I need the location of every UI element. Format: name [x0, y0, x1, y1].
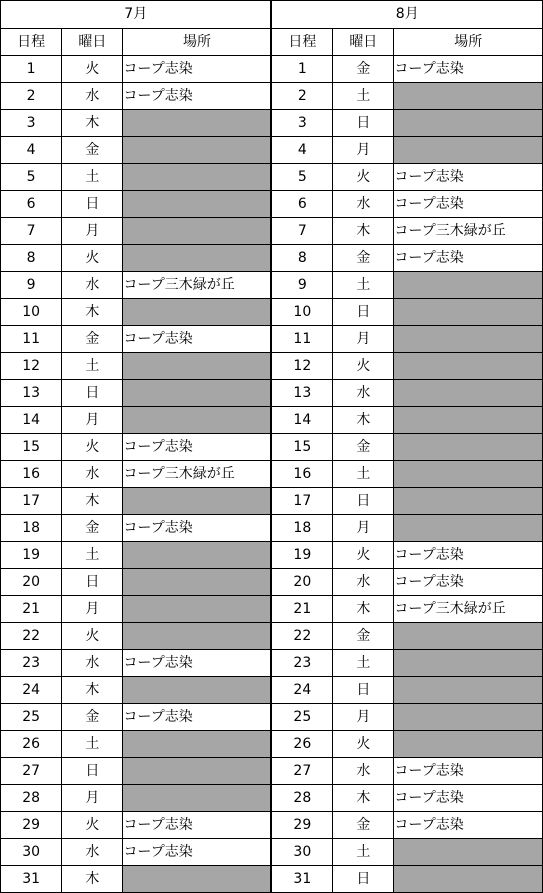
place-cell: コープ志染	[123, 812, 272, 839]
day-cell: 19	[1, 542, 62, 569]
weekday-cell: 金	[62, 704, 123, 731]
day-cell: 16	[1, 461, 62, 488]
day-cell: 18	[271, 515, 332, 542]
day-cell: 21	[271, 596, 332, 623]
place-cell: コープ志染	[123, 83, 272, 110]
weekday-cell: 土	[333, 839, 394, 866]
place-cell	[123, 785, 272, 812]
weekday-cell: 日	[333, 866, 394, 893]
weekday-cell: 日	[333, 488, 394, 515]
place-cell: コープ志染	[123, 515, 272, 542]
day-cell: 18	[1, 515, 62, 542]
table-row	[1, 623, 543, 650]
place-cell	[123, 623, 272, 650]
day-cell: 15	[1, 434, 62, 461]
weekday-cell: 金	[62, 137, 123, 164]
table-row	[1, 245, 543, 272]
day-cell: 22	[1, 623, 62, 650]
day-cell: 26	[1, 731, 62, 758]
place-cell	[394, 137, 543, 164]
day-cell: 3	[271, 110, 332, 137]
weekday-cell: 日	[62, 380, 123, 407]
place-cell	[123, 758, 272, 785]
day-cell: 23	[1, 650, 62, 677]
weekday-cell: 土	[333, 461, 394, 488]
table-row	[1, 353, 543, 380]
place-cell	[123, 488, 272, 515]
place-cell: コープ志染	[394, 164, 543, 191]
day-cell: 24	[1, 677, 62, 704]
place-cell	[394, 326, 543, 353]
table-row	[1, 650, 543, 677]
weekday-cell: 金	[333, 812, 394, 839]
day-cell: 5	[271, 164, 332, 191]
table-row	[1, 326, 543, 353]
day-cell: 14	[271, 407, 332, 434]
weekday-cell: 月	[333, 704, 394, 731]
weekday-cell: 月	[62, 218, 123, 245]
place-cell	[394, 353, 543, 380]
place-cell	[394, 380, 543, 407]
table-row	[1, 758, 543, 785]
weekday-cell: 月	[62, 785, 123, 812]
day-cell: 25	[1, 704, 62, 731]
table-row	[1, 839, 543, 866]
place-cell	[123, 407, 272, 434]
day-cell: 19	[271, 542, 332, 569]
place-cell: コープ志染	[394, 542, 543, 569]
header-weekday: 曜日	[62, 29, 123, 56]
place-cell	[394, 650, 543, 677]
table-row	[1, 488, 543, 515]
table-row	[1, 110, 543, 137]
weekday-cell: 金	[333, 56, 394, 83]
place-cell	[123, 299, 272, 326]
day-cell: 6	[271, 191, 332, 218]
table-row	[1, 461, 543, 488]
weekday-cell: 火	[333, 164, 394, 191]
table-row	[1, 191, 543, 218]
place-cell: コープ志染	[123, 704, 272, 731]
day-cell: 11	[271, 326, 332, 353]
table-row	[1, 164, 543, 191]
weekday-cell: 火	[333, 353, 394, 380]
place-cell	[123, 137, 272, 164]
schedule-body	[1, 56, 543, 893]
place-cell	[394, 83, 543, 110]
place-cell: コープ志染	[394, 56, 543, 83]
day-cell: 6	[1, 191, 62, 218]
weekday-cell: 月	[62, 407, 123, 434]
weekday-cell: 水	[333, 569, 394, 596]
day-cell: 12	[1, 353, 62, 380]
month-title-july: 7月	[1, 1, 272, 29]
day-cell: 2	[271, 83, 332, 110]
weekday-cell: 火	[333, 731, 394, 758]
day-cell: 1	[271, 56, 332, 83]
weekday-cell: 金	[333, 245, 394, 272]
place-cell	[394, 704, 543, 731]
day-cell: 31	[271, 866, 332, 893]
weekday-cell: 土	[333, 83, 394, 110]
place-cell: コープ志染	[394, 191, 543, 218]
weekday-cell: 土	[62, 164, 123, 191]
table-row	[1, 380, 543, 407]
weekday-cell: 月	[62, 596, 123, 623]
weekday-cell: 月	[333, 326, 394, 353]
day-cell: 16	[271, 461, 332, 488]
weekday-cell: 日	[62, 191, 123, 218]
place-cell	[394, 407, 543, 434]
weekday-cell: 水	[62, 461, 123, 488]
place-cell	[123, 164, 272, 191]
day-cell: 27	[1, 758, 62, 785]
weekday-cell: 土	[333, 272, 394, 299]
day-cell: 4	[1, 137, 62, 164]
weekday-cell: 木	[333, 785, 394, 812]
place-cell	[123, 110, 272, 137]
place-cell	[123, 596, 272, 623]
weekday-cell: 火	[62, 56, 123, 83]
weekday-cell: 水	[333, 758, 394, 785]
place-cell	[394, 434, 543, 461]
day-cell: 14	[1, 407, 62, 434]
day-cell: 5	[1, 164, 62, 191]
day-cell: 2	[1, 83, 62, 110]
day-cell: 8	[1, 245, 62, 272]
table-row	[1, 137, 543, 164]
table-row	[1, 434, 543, 461]
place-cell	[123, 380, 272, 407]
place-cell	[123, 677, 272, 704]
table-row	[1, 596, 543, 623]
table-row	[1, 56, 543, 83]
weekday-cell: 水	[62, 650, 123, 677]
place-cell: コープ三木緑が丘	[123, 461, 272, 488]
table-row	[1, 407, 543, 434]
place-cell	[123, 542, 272, 569]
weekday-cell: 木	[62, 110, 123, 137]
place-cell	[394, 272, 543, 299]
place-cell: コープ三木緑が丘	[394, 596, 543, 623]
day-cell: 10	[1, 299, 62, 326]
weekday-cell: 土	[62, 542, 123, 569]
day-cell: 25	[271, 704, 332, 731]
weekday-cell: 水	[62, 839, 123, 866]
place-cell: コープ志染	[123, 326, 272, 353]
day-cell: 11	[1, 326, 62, 353]
table-row	[1, 83, 543, 110]
weekday-cell: 木	[62, 299, 123, 326]
day-cell: 28	[271, 785, 332, 812]
day-cell: 12	[271, 353, 332, 380]
month-header-row	[1, 1, 543, 29]
weekday-cell: 水	[333, 191, 394, 218]
weekday-cell: 金	[333, 434, 394, 461]
weekday-cell: 木	[62, 677, 123, 704]
table-row	[1, 704, 543, 731]
place-cell: コープ志染	[394, 245, 543, 272]
weekday-cell: 木	[62, 866, 123, 893]
weekday-cell: 火	[62, 434, 123, 461]
weekday-cell: 日	[333, 299, 394, 326]
place-cell: コープ志染	[394, 785, 543, 812]
day-cell: 28	[1, 785, 62, 812]
day-cell: 29	[271, 812, 332, 839]
day-cell: 22	[271, 623, 332, 650]
day-cell: 20	[1, 569, 62, 596]
place-cell: コープ志染	[394, 569, 543, 596]
day-cell: 7	[1, 218, 62, 245]
day-cell: 31	[1, 866, 62, 893]
weekday-cell: 日	[62, 758, 123, 785]
weekday-cell: 火	[62, 812, 123, 839]
day-cell: 7	[271, 218, 332, 245]
weekday-cell: 木	[333, 407, 394, 434]
header-place: 場所	[394, 29, 543, 56]
table-row	[1, 542, 543, 569]
place-cell	[123, 245, 272, 272]
day-cell: 13	[271, 380, 332, 407]
weekday-cell: 木	[333, 596, 394, 623]
weekday-cell: 土	[62, 731, 123, 758]
place-cell	[123, 866, 272, 893]
day-cell: 9	[271, 272, 332, 299]
header-day: 日程	[271, 29, 332, 56]
place-cell: コープ志染	[394, 758, 543, 785]
place-cell	[394, 110, 543, 137]
header-weekday: 曜日	[333, 29, 394, 56]
place-cell	[394, 488, 543, 515]
table-row	[1, 731, 543, 758]
day-cell: 4	[271, 137, 332, 164]
weekday-cell: 水	[333, 380, 394, 407]
weekday-cell: 火	[62, 245, 123, 272]
day-cell: 29	[1, 812, 62, 839]
table-row	[1, 866, 543, 893]
weekday-cell: 日	[333, 110, 394, 137]
weekday-cell: 月	[333, 137, 394, 164]
day-cell: 21	[1, 596, 62, 623]
place-cell	[394, 299, 543, 326]
place-cell	[394, 623, 543, 650]
column-header-row	[1, 29, 543, 56]
day-cell: 1	[1, 56, 62, 83]
day-cell: 10	[271, 299, 332, 326]
day-cell: 20	[271, 569, 332, 596]
weekday-cell: 金	[62, 515, 123, 542]
weekday-cell: 金	[333, 623, 394, 650]
table-row	[1, 569, 543, 596]
weekday-cell: 月	[333, 515, 394, 542]
place-cell	[123, 191, 272, 218]
weekday-cell: 木	[333, 218, 394, 245]
place-cell	[123, 218, 272, 245]
table-row	[1, 812, 543, 839]
day-cell: 9	[1, 272, 62, 299]
weekday-cell: 土	[333, 650, 394, 677]
weekday-cell: 日	[62, 569, 123, 596]
place-cell: コープ志染	[123, 434, 272, 461]
weekday-cell: 金	[62, 326, 123, 353]
table-row	[1, 218, 543, 245]
place-cell	[394, 731, 543, 758]
place-cell: コープ三木緑が丘	[394, 218, 543, 245]
place-cell: コープ志染	[123, 650, 272, 677]
day-cell: 24	[271, 677, 332, 704]
weekday-cell: 火	[333, 542, 394, 569]
day-cell: 27	[271, 758, 332, 785]
weekday-cell: 日	[333, 677, 394, 704]
header-day: 日程	[1, 29, 62, 56]
month-title-august: 8月	[271, 1, 542, 29]
header-place: 場所	[123, 29, 272, 56]
weekday-cell: 水	[62, 83, 123, 110]
day-cell: 26	[271, 731, 332, 758]
place-cell: コープ志染	[123, 56, 272, 83]
weekday-cell: 木	[62, 488, 123, 515]
schedule-header	[1, 1, 543, 56]
place-cell	[394, 515, 543, 542]
weekday-cell: 水	[62, 272, 123, 299]
table-row	[1, 272, 543, 299]
place-cell: コープ志染	[394, 812, 543, 839]
day-cell: 13	[1, 380, 62, 407]
place-cell	[394, 677, 543, 704]
day-cell: 30	[271, 839, 332, 866]
place-cell	[123, 569, 272, 596]
day-cell: 30	[1, 839, 62, 866]
table-row	[1, 677, 543, 704]
place-cell	[123, 731, 272, 758]
weekday-cell: 火	[62, 623, 123, 650]
table-row	[1, 785, 543, 812]
place-cell	[394, 461, 543, 488]
place-cell	[394, 839, 543, 866]
place-cell	[394, 866, 543, 893]
day-cell: 17	[1, 488, 62, 515]
weekday-cell: 土	[62, 353, 123, 380]
day-cell: 3	[1, 110, 62, 137]
table-row	[1, 515, 543, 542]
day-cell: 17	[271, 488, 332, 515]
day-cell: 8	[271, 245, 332, 272]
place-cell	[123, 353, 272, 380]
day-cell: 15	[271, 434, 332, 461]
place-cell: コープ三木緑が丘	[123, 272, 272, 299]
day-cell: 23	[271, 650, 332, 677]
place-cell: コープ志染	[123, 839, 272, 866]
table-row	[1, 299, 543, 326]
